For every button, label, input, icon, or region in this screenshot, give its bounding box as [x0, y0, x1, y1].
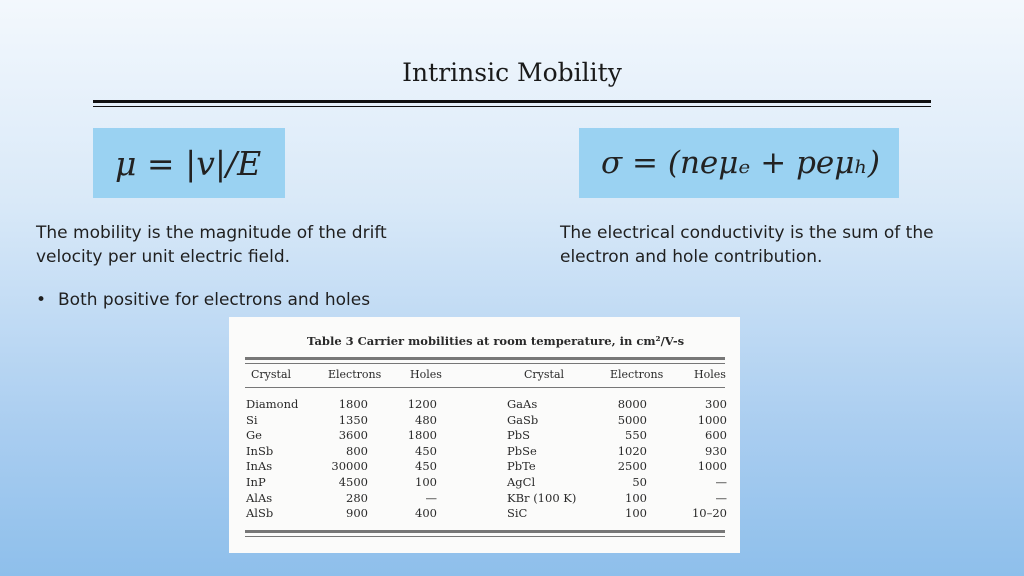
table-cell: InP: [246, 474, 266, 489]
table-cell: GaAs: [507, 397, 538, 411]
table-cell: AlAs: [246, 490, 273, 505]
table-cell: 100: [625, 490, 647, 505]
table-cell: 550: [625, 428, 647, 443]
table-cell: 1350: [338, 412, 368, 427]
slide-title: Intrinsic Mobility: [402, 58, 622, 87]
mobility-table: [229, 317, 740, 553]
table-cell: 5000: [617, 412, 647, 427]
table-cell: PbS: [507, 428, 530, 443]
table-cell: KBr (100 K): [507, 490, 577, 505]
table-cell: GaSb: [507, 412, 539, 427]
header-holes-left: Holes: [410, 368, 442, 381]
bullet-text: Both positive for electrons and holes: [58, 290, 371, 310]
table-cell: 600: [705, 428, 727, 443]
table-cell: 100: [415, 474, 437, 489]
mobility-description: The mobility is the magnitude of the drift velocity per unit electric field.: [36, 223, 387, 267]
table-cell: 1200: [407, 397, 437, 411]
right-crystals-column: [507, 397, 597, 522]
header-crystal-right: Crystal: [524, 368, 565, 381]
conductivity-description: The electrical conductivity is the sum of the electron and hole contribution.: [560, 223, 934, 267]
table-rule-bottom-thin: [245, 536, 725, 537]
table-cell: Si: [246, 412, 258, 427]
table-cell: 1800: [338, 397, 368, 411]
table-cell: 1800: [407, 428, 437, 443]
table-cell: 2500: [617, 459, 647, 474]
table-cell: 900: [346, 506, 368, 521]
table-cell: InAs: [246, 459, 273, 474]
left-electrons-column: [309, 397, 368, 522]
table-rule-bottom: [245, 530, 725, 533]
bullet-item: [36, 290, 370, 310]
conductivity-formula: σ = (neμₑ + peμₕ): [579, 128, 899, 198]
header-electrons-right: Electrons: [610, 368, 664, 381]
table-cell: —: [715, 474, 727, 489]
table-cell: 50: [632, 474, 647, 489]
table-cell: 3600: [338, 428, 368, 443]
table-cell: 1000: [697, 459, 727, 474]
table-rule-top: [245, 357, 725, 360]
table-cell: 10–20: [691, 506, 727, 521]
bullet-marker: •: [36, 290, 47, 310]
table-cell: 8000: [617, 397, 647, 411]
table-cell: 300: [705, 397, 727, 411]
table-cell: 400: [415, 506, 437, 521]
table-cell: 450: [415, 443, 437, 458]
table-cell: 1020: [617, 443, 647, 458]
table-cell: Diamond: [246, 397, 299, 411]
table-cell: 100: [625, 506, 647, 521]
table-cell: Ge: [246, 428, 262, 443]
right-electrons-column: [589, 397, 647, 522]
table-cell: AgCl: [507, 474, 536, 489]
right-holes-column: [674, 397, 727, 522]
table-cell: 280: [346, 490, 368, 505]
table-cell: PbTe: [507, 459, 536, 474]
title-rule-thick: [93, 100, 931, 103]
table-cell: 800: [346, 443, 368, 458]
table-cell: 930: [705, 443, 727, 458]
table-cell: —: [715, 490, 727, 505]
header-electrons-left: Electrons: [328, 368, 382, 381]
mobility-formula: μ = |v|/E: [93, 128, 285, 198]
table-cell: 30000: [331, 459, 368, 474]
table-cell: AlSb: [246, 506, 274, 521]
table-cell: —: [425, 490, 437, 505]
header-crystal-left: Crystal: [251, 368, 292, 381]
table-caption: Table 3 Carrier mobilities at room temperature, in cm²/V-s: [307, 334, 685, 348]
table-cell: 480: [415, 412, 437, 427]
left-crystals-column: [246, 397, 316, 522]
left-holes-column: [389, 397, 437, 522]
table-cell: 4500: [338, 474, 368, 489]
header-holes-right: Holes: [694, 368, 726, 381]
table-cell: 450: [415, 459, 437, 474]
table-rule-header: [245, 387, 725, 388]
table-cell: SiC: [507, 506, 528, 521]
table-cell: InSb: [246, 443, 274, 458]
table-cell: PbSe: [507, 443, 537, 458]
title-rule-thin: [93, 106, 931, 107]
table-cell: 1000: [697, 412, 727, 427]
table-rule-top-thin: [245, 363, 725, 364]
